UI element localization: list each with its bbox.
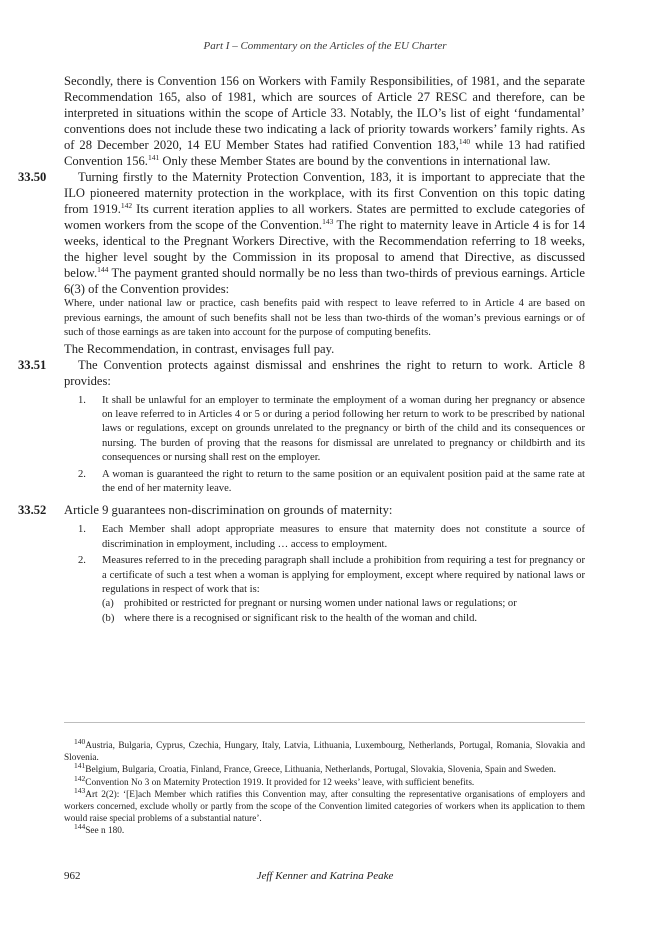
- footnote-separator: [64, 722, 585, 723]
- footnotes: [64, 736, 585, 838]
- footnote-text: Austria, Bulgaria, Cyprus, Czechia, Hungary, Italy, Latvia, Lithuania, Luxembourg, Netherlands, Portugal, Romania, Slovakia and Slovenia.: [64, 741, 585, 764]
- sub-item-text: where there is a recognised or significant risk to the health of the woman and child.: [124, 612, 478, 624]
- footnote-text: Convention No 3 on Maternity Protection 1919. It provided for 12 weeks’ leave, with sufficient benefits.: [85, 777, 475, 788]
- text-run: The payment granted should normally be no less than two-thirds of previous earnings. Article 6(3) of the Convention provides:: [64, 266, 585, 296]
- footnote-ref[interactable]: 142: [120, 200, 133, 210]
- paragraph-33-52: [18, 502, 585, 626]
- paragraph-33-51: [18, 357, 585, 497]
- paragraph-number: 33.51: [18, 357, 47, 372]
- main-text: [18, 73, 585, 632]
- sub-item: [102, 612, 585, 626]
- paragraph-33-50: [18, 169, 585, 357]
- list-text: Measures referred to in the preceding paragraph shall include a prohibition from requiring a test for pregnancy or a certificate of such a test when a woman is applying for employment, except where required by national laws or regulations in respect of work that is:: [102, 555, 585, 595]
- sub-item-label: (b): [102, 612, 115, 624]
- running-header: Part I – Commentary on the Articles of the EU Charter: [203, 40, 447, 52]
- footnote-ref[interactable]: 144: [97, 264, 109, 274]
- footnote-number: 141: [74, 761, 86, 771]
- running-footer-authors: Jeff Kenner and Katrina Peake: [256, 870, 394, 882]
- footnote-number: 144: [74, 822, 86, 832]
- list-number: 2.: [78, 468, 86, 480]
- paragraph-text: [64, 169, 585, 297]
- list-item: [64, 554, 585, 626]
- footnote: [64, 736, 585, 764]
- footnote: [64, 785, 585, 826]
- text-run: Secondly, there is Convention 156 on Workers with Family Responsibilities, of 1981, and the separate Recommendation 165, also of 1981, which are sources of Article 27 RESC and therefore, can be interpreted in situations within the scope of Article 33. Notably, the ILO’s list of eight ‘fundamental’ conventions does not include these two indicating a lack of priority towards workers’ family rights. As of 28 December 2020, 14 EU Member States had ratified Convention 183,: [64, 74, 585, 152]
- quoted-list: [64, 523, 585, 626]
- list-text: A woman is guaranteed the right to return to the same position or an equivalent position paid at the same rate at the end of her maternity leave.: [102, 468, 585, 494]
- paragraph-text: The Convention protects against dismissal and enshrines the right to return to work. Article 8 provides:: [64, 357, 585, 388]
- list-item: [64, 523, 585, 552]
- page-number: 962: [64, 870, 81, 882]
- footnote: [64, 773, 585, 789]
- block-quote: Where, under national law or practice, cash benefits paid with respect to leave referred to in Article 4 are based on previous earnings, the amount of such benefits shall not be less than two-thirds of the woman’s previous earnings or of such of those earnings as are taken into account for the purpose of computing benefits.: [64, 298, 585, 338]
- text-run: while 13 had ratified Convention 156.: [64, 138, 585, 168]
- paragraph-number: 33.52: [18, 503, 47, 518]
- footnote-text: See n 180.: [85, 826, 125, 837]
- footnote-number: 143: [74, 785, 86, 795]
- quoted-list: [64, 394, 585, 497]
- paragraph-continuation: The Recommendation, in contrast, envisages full pay.: [64, 341, 335, 356]
- sub-item-label: (a): [102, 598, 114, 610]
- list-number: 1.: [78, 394, 86, 406]
- text-run: Turning firstly to the Maternity Protection Convention, 183, it is important to appreciate that the ILO pioneered maternity protection in the workplace, with its first Convention on this topic dating from 1919.: [64, 170, 585, 216]
- paragraph-text: Article 9 guarantees non-discrimination on grounds of maternity:: [64, 503, 393, 518]
- list-item: [64, 394, 585, 466]
- footnote-text: Belgium, Bulgaria, Croatia, Finland, France, Greece, Lithuania, Netherlands, Portugal, Slovakia, Slovenia, Spain and Sweden.: [85, 765, 556, 776]
- text-run: Its current iteration applies to all workers. States are permitted to exclude categories of women workers from the scope of the Convention.: [64, 202, 585, 232]
- list-number: 2.: [78, 555, 86, 567]
- list-number: 1.: [78, 524, 86, 536]
- footnote-ref[interactable]: 143: [322, 216, 334, 226]
- footnote-ref[interactable]: 141: [147, 152, 160, 162]
- footnote-number: 142: [74, 773, 86, 783]
- list-text: It shall be unlawful for an employer to terminate the employment of a woman during her pregnancy or absence on leave referred to in Articles 4 or 5 or during a period following her return to work to be prescribed by national laws or regulations, except on grounds unrelated to the pregnancy or birth of the child and its consequences or nursing. The burden of proving that the reasons for dismissal are unrelated to pregnancy or childbirth and its consequences or nursing shall rest on the employer.: [102, 394, 585, 464]
- footnote-text: Art 2(2): ‘[E]ach Member which ratifies this Convention may, after consulting the representative organisations of employers and workers concerned, exclude wholly or partly from the scope of the Convention limited categories of workers when its application to them would raise special problems of a substantial nature’.: [64, 789, 585, 825]
- intro-paragraph: [64, 73, 585, 169]
- footnote-number: 140: [74, 736, 86, 746]
- list-item: [64, 468, 585, 497]
- footnote: [64, 822, 585, 837]
- footnote-ref[interactable]: 140: [458, 136, 471, 146]
- text-run: Only these Member States are bound by the conventions in international law.: [159, 154, 551, 168]
- footnote: [64, 761, 585, 776]
- sub-item-text: prohibited or restricted for pregnant or nursing women under national laws or regulations; or: [124, 598, 517, 610]
- text-run: The right to maternity leave in Article 4 is for 14 weeks, identical to the Pregnant Workers Directive, with the Recommendation referring to 18 weeks, the higher level sought by the Commission in its proposal to amend that Directive, as discussed below.: [64, 218, 585, 280]
- paragraph-number: 33.50: [18, 170, 47, 184]
- list-text: Each Member shall adopt appropriate measures to ensure that maternity does not constitute a source of discrimination in employment, including … access to employment.: [102, 524, 585, 550]
- sub-item: [102, 597, 585, 611]
